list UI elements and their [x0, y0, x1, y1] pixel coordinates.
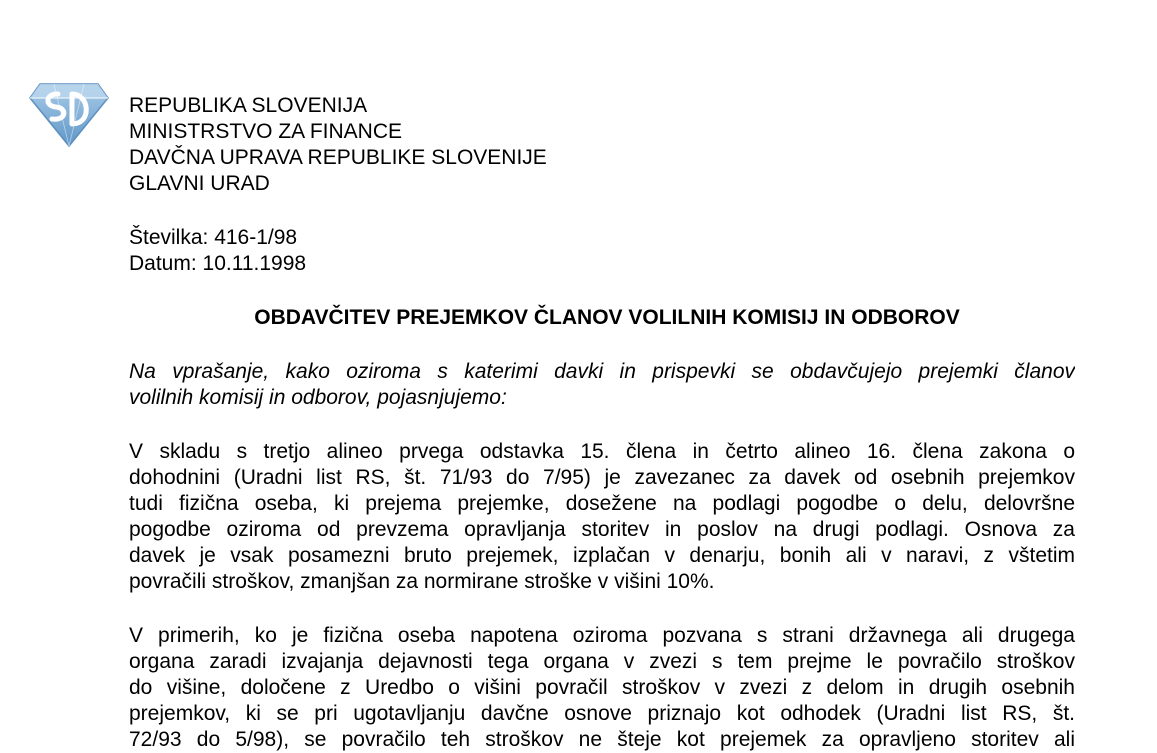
paragraph-line: V skladu s tretjo alineo prvega odstavka 15. člena in četrto alineo 16. člena zakona o [129, 440, 1075, 463]
paragraph-line: dohodnini (Uradni list RS, št. 71/93 do 7/95) je zavezanec za davek od osebnih prejemkov [129, 466, 1075, 489]
paragraph-line: volilnih komisij in odborov, pojasnjujemo: [129, 386, 507, 409]
paragraph-line: organa zaradi izvajanja dejavnosti tega organa v zvezi s tem prejme le povračilo stroškov [129, 650, 1075, 673]
paragraph-line: tudi fizična oseba, ki prejema prejemke, dosežene na podlagi pogodbe o delu, delovršne [129, 492, 1075, 515]
diamond-logo-icon [28, 80, 110, 148]
paragraph-line: povračili stroškov, zmanjšan za normirane stroške v višini 10%. [129, 570, 715, 593]
document-body [129, 93, 1075, 753]
body-paragraph-2 [129, 623, 1075, 753]
paragraph-line: do višine, določene z Uredbo o višini povračil stroškov v zvezi z delom in drugih osebnih [129, 676, 1075, 699]
letterhead-line: MINISTRSTVO ZA FINANCE [129, 120, 403, 143]
paragraph-line: 72/93 do 5/98), se povračilo teh stroškov ne šteje kot prejemek za opravljeno storitev ali [129, 728, 1075, 751]
paragraph-line: pogodbe oziroma od prevzema opravljanja storitev in poslov na drugi podlagi. Osnova za [129, 518, 1075, 541]
letterhead-line: GLAVNI URAD [129, 172, 270, 195]
paragraph-line: prejemkov, ki se pri ugotavljanju davčne osnove priznajo kot odhodek (Uradni list RS, št. [129, 702, 1075, 725]
letterhead-line: REPUBLIKA SLOVENIJA [129, 94, 368, 117]
letterhead [129, 93, 1075, 197]
document-date: Datum: 10.11.1998 [129, 252, 307, 275]
tax-administration-logo [28, 80, 110, 148]
document-number: Številka: 416-1/98 [129, 226, 298, 249]
letterhead-line: DAVČNA UPRAVA REPUBLIKE SLOVENIJE [129, 146, 547, 169]
document-meta [129, 225, 1075, 277]
paragraph-line: Na vprašanje, kako oziroma s katerimi davki in prispevki se obdavčujejo prejemki članov [129, 360, 1075, 383]
document-title: OBDAVČITEV PREJEMKOV ČLANOV VOLILNIH KOMISIJ IN ODBOROV [254, 306, 960, 329]
body-paragraph-1 [129, 439, 1075, 595]
paragraph-line: V primerih, ko je fizična oseba napotena oziroma pozvana s strani državnega ali drugega [129, 624, 1075, 647]
paragraph-line: davek je vsak posamezni bruto prejemek, izplačan v denarju, bonih ali v naravi, z vštetim [129, 544, 1075, 567]
intro-paragraph [129, 359, 1075, 411]
